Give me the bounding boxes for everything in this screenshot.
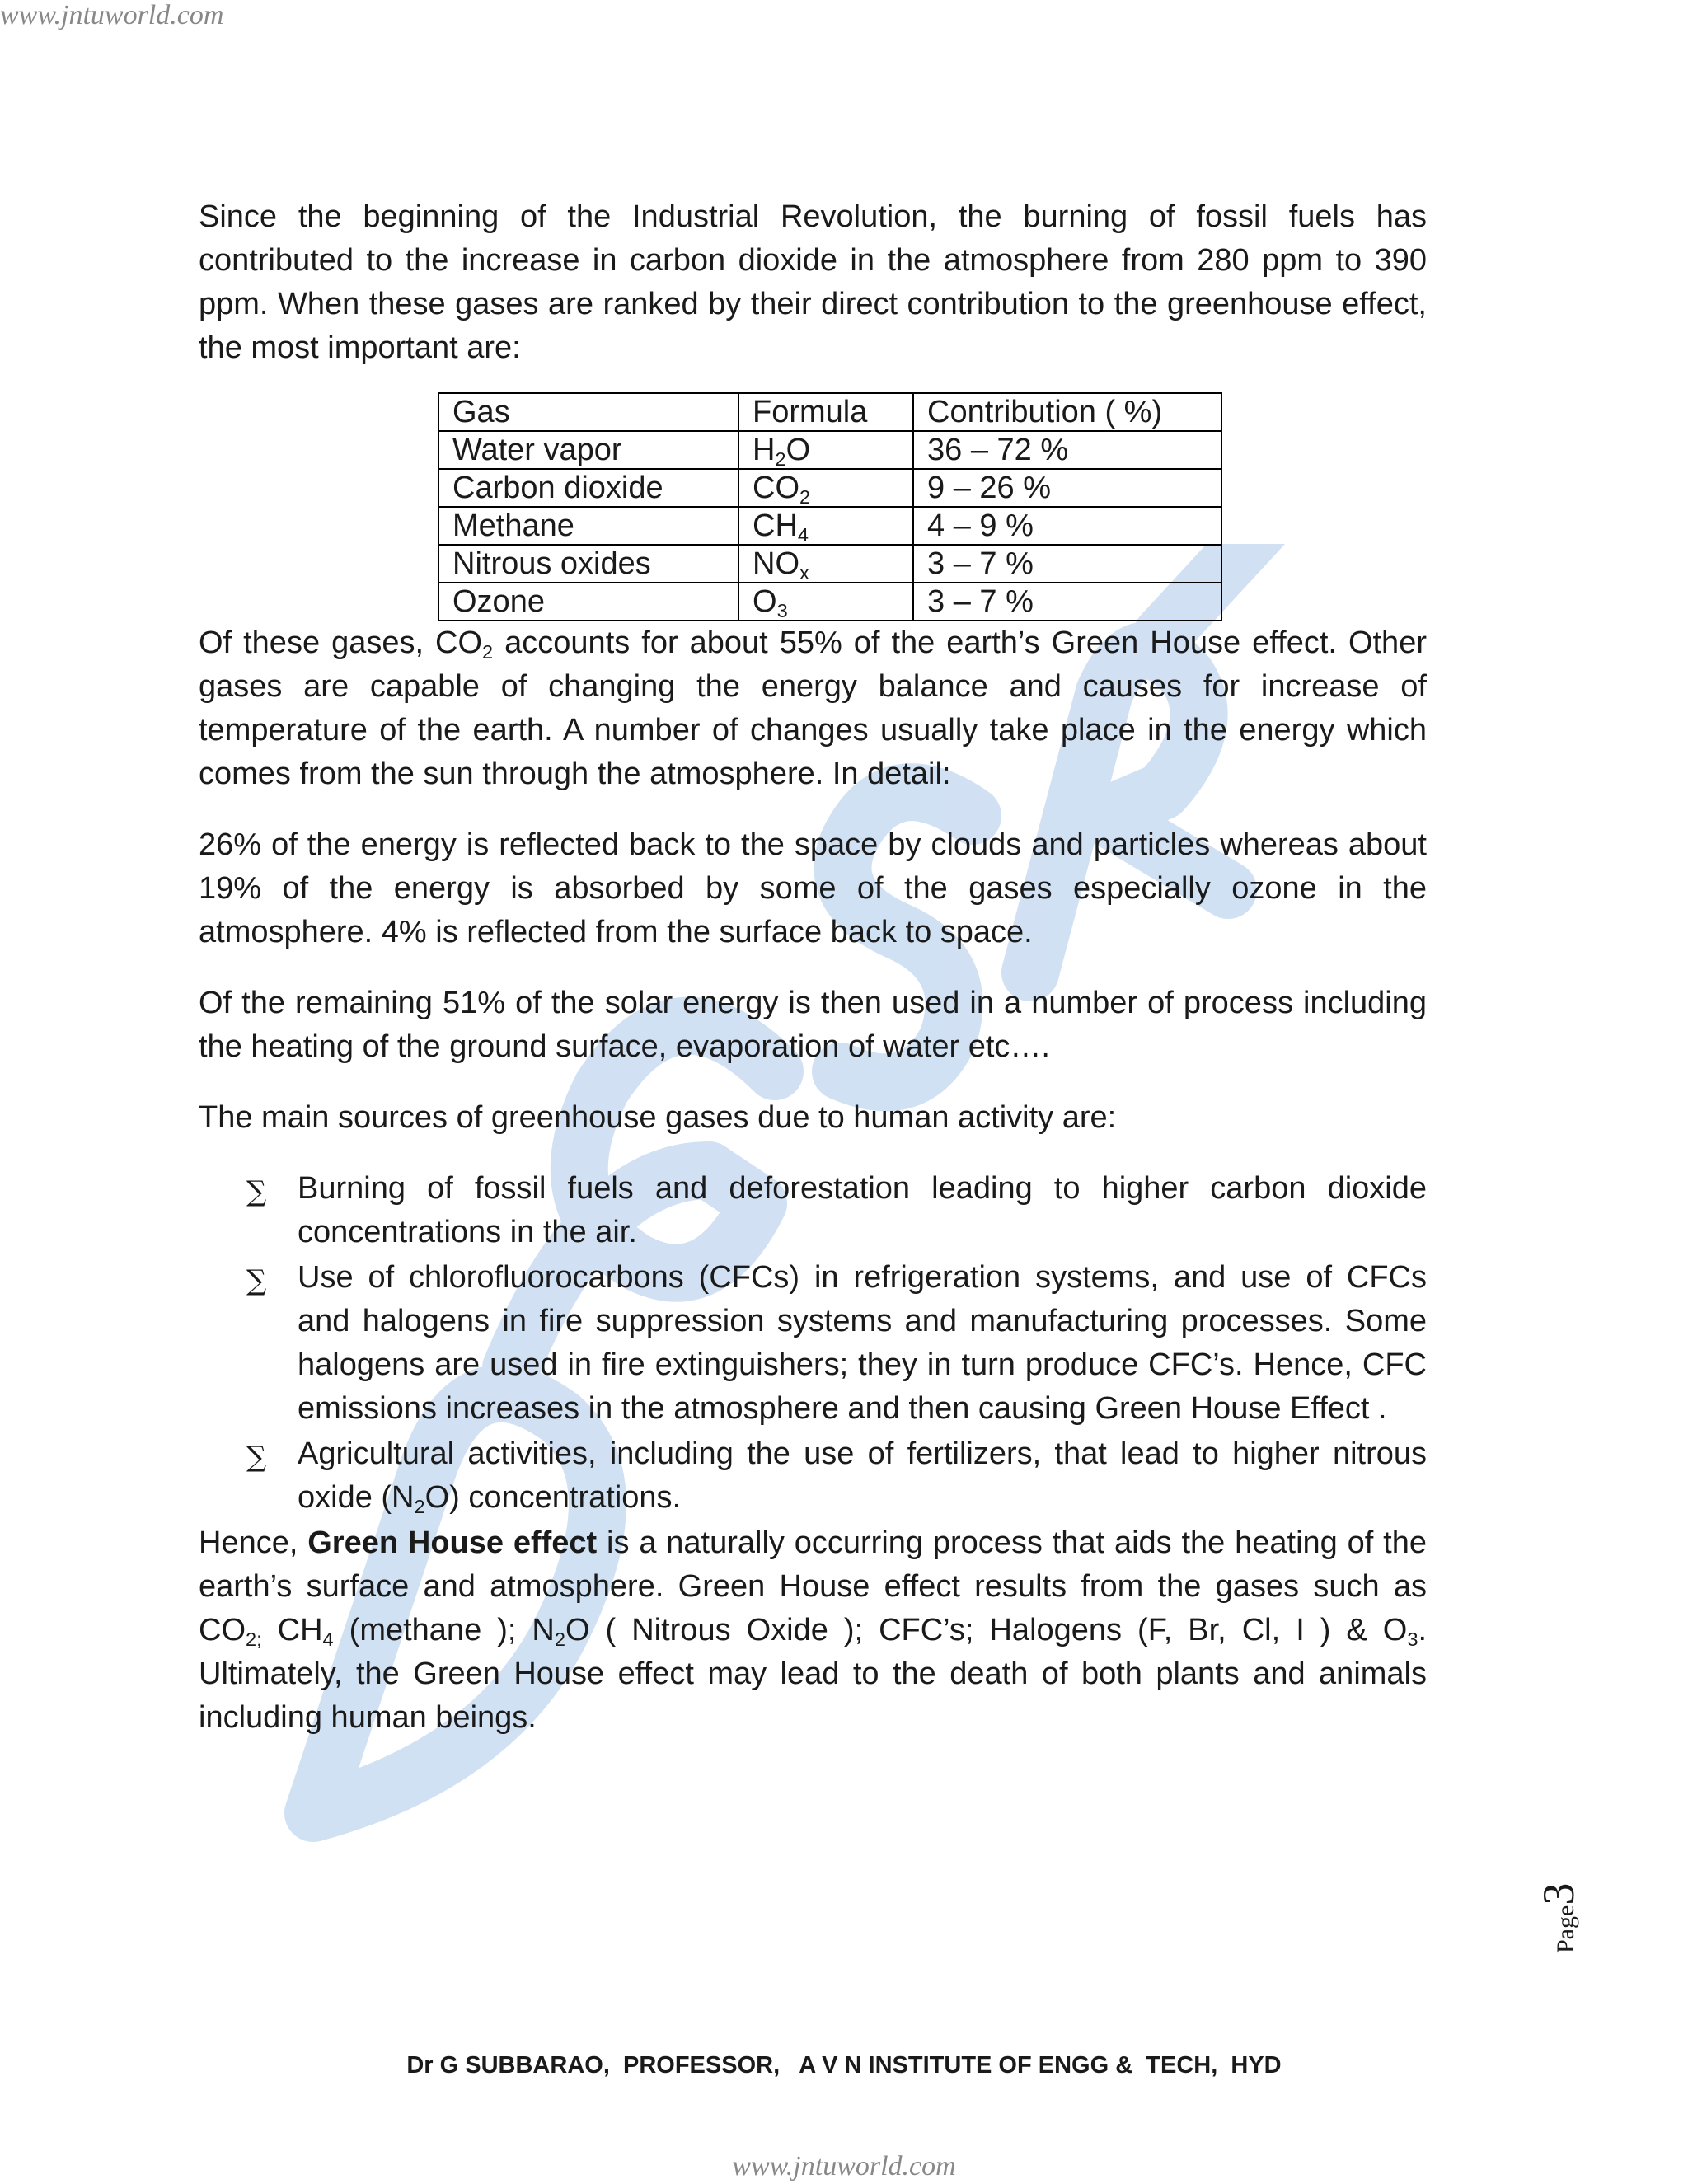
conclusion-paragraph: Hence, Green House effect is a naturally occurring process that aids the heating of the earth’s surface and atmosphere. Green House effect results from the gases such as $CO_{2;}$ $CH_4$ (methane ); $N_2O$ ( Nitrous Oxide ); CFC’s; Halogens (F, Br, Cl, I ) & $O_3$. Ultimately, the Green House effect may lead to the death of both plants and animals including human beings. [199,1526,1427,1735]
footer-author: Dr G SUBBARAO, PROFESSOR, A V N INSTITUTE OF ENGG & TECH, HYD [406,2052,1282,2079]
remaining-energy-paragraph: Of the remaining 51% of the solar energy is then used in a number of process including the heating of the ground surface, evaporation of water etc…. [199,986,1427,1064]
green-house-effect-term: Green House effect [307,1526,598,1560]
cell-formula: $O_3$ [738,583,913,621]
header-site-url: www.jntuworld.com [0,0,224,30]
table-row [438,583,1221,621]
cell-gas: Water vapor [438,431,738,469]
page-number [1533,1882,1599,1986]
sources-intro: The main sources of greenhouse gases due to human activity are: [199,1100,1117,1135]
footer-site-url: www.jntuworld.com [732,2151,956,2182]
cell-gas: Carbon dioxide [438,469,738,507]
table-row [438,469,1221,507]
cell-gas: Ozone [438,583,738,621]
cell-contribution: 3 – 7 % [913,545,1221,583]
sigma-bullet-icon: ∑ [246,1441,267,1474]
cell-gas: Nitrous oxides [438,545,738,583]
list-item: ∑ Use of chlorofluorocarbons (CFCs) in refrigeration systems, and use of CFCs and halogens in fire suppression systems and manufacturing processes. Some halogens are used in fire extinguishers; they in turn produce CFC’s. Hence, CFC emissions increases in the atmosphere and then causing Green House Effect . [246,1260,1427,1426]
list-item: ∑ Agricultural activities, including the use of fertilizers, that lead to higher nitrous oxide $(N_2O)$ concentrations. [246,1436,1427,1518]
greenhouse-gas-table [438,392,1222,621]
energy-paragraph: 26% of the energy is reflected back to the space by clouds and particles whereas about 19% of the energy is absorbed by some of the gases especially ozone in the atmosphere. 4% is reflected from the surface back to space. [199,827,1427,949]
header-contribution: Contribution ( %) [913,393,1221,431]
table-row [438,545,1221,583]
table-row [438,507,1221,545]
sigma-bullet-icon: ∑ [246,1264,267,1297]
cell-contribution: 3 – 7 % [913,583,1221,621]
cell-formula: $NO_x$ [738,545,913,583]
cell-contribution: 4 – 9 % [913,507,1221,545]
intro-paragraph: Since the beginning of the Industrial Revolution, the burning of fossil fuels has contributed to the increase in carbon dioxide in the atmosphere from 280 ppm to 390 ppm. When these gases are ranked by their direct contribution to the greenhouse effect, the most important are: [199,199,1427,365]
page-label: Page [1552,1905,1579,1953]
cell-contribution: 36 – 72 % [913,431,1221,469]
header-formula: Formula [738,393,913,431]
sigma-bullet-icon: ∑ [246,1175,267,1208]
table-row [438,431,1221,469]
co2-paragraph: Of these gases, $CO_2$ accounts for about 55% of the earth’s Green House effect. Other gases are capable of changing the energy balance and causes for increase of temperature of the earth. A number of changes usually take place in the energy which comes from the sun through the atmosphere. In detail: [199,626,1427,791]
cell-formula: $CH_4$ [738,507,913,545]
cell-formula: $CO_2$ [738,469,913,507]
list-item: ∑ Burning of fossil fuels and deforestation leading to higher carbon dioxide concentrations in the air. [246,1171,1427,1249]
cell-gas: Methane [438,507,738,545]
cell-formula: $H_2O$ [738,431,913,469]
table-header-row [438,393,1221,431]
page-content [199,195,1427,1740]
page-number-value: 3 [1534,1882,1583,1905]
sources-list [199,1167,1427,1520]
cell-contribution: 9 – 26 % [913,469,1221,507]
header-gas: Gas [438,393,738,431]
